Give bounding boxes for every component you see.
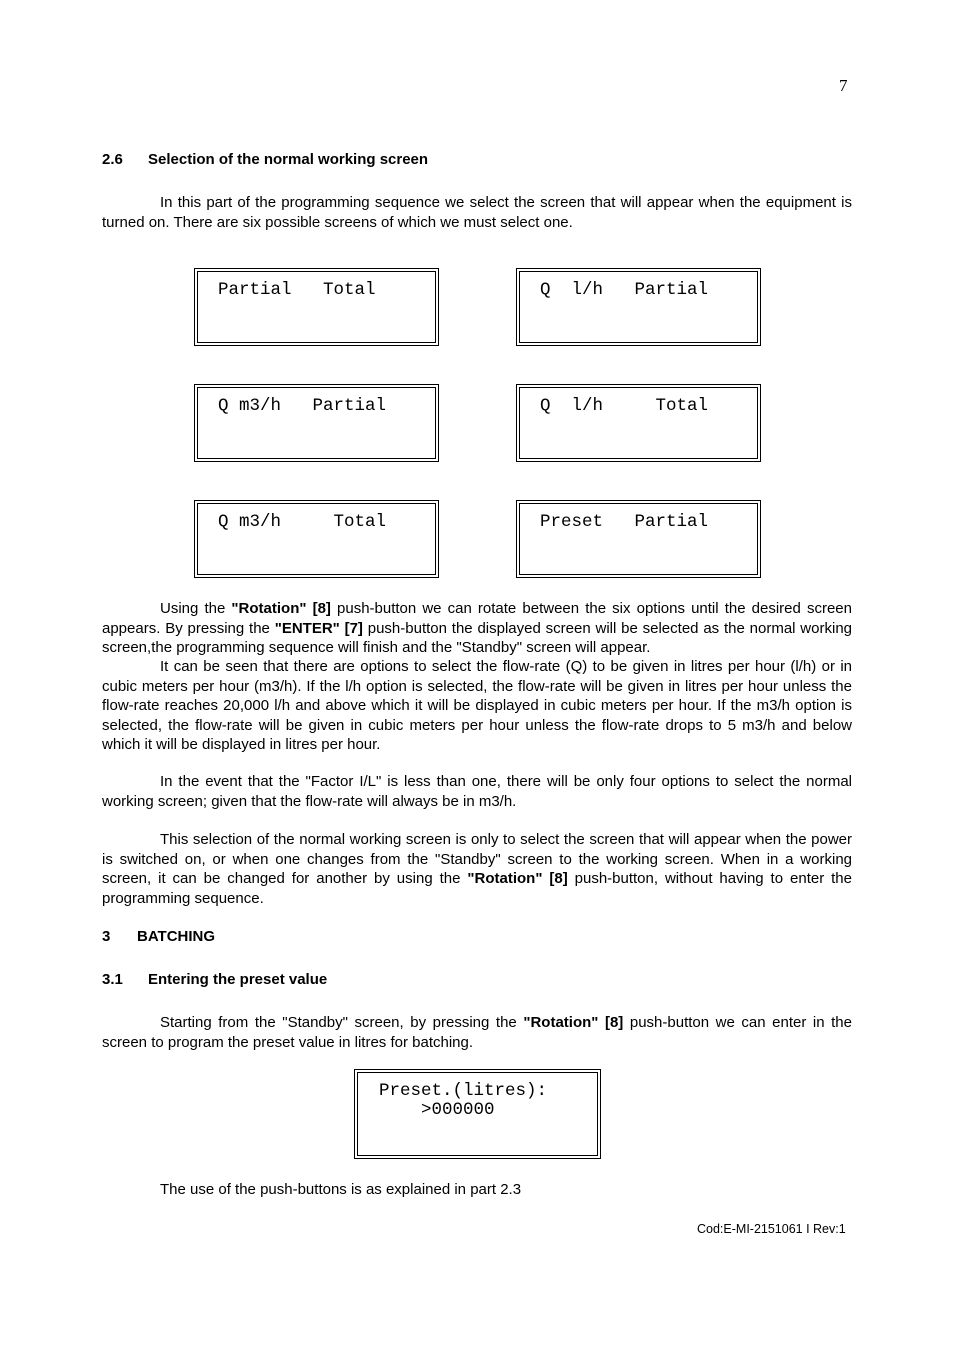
lcd-text: Q m3/h Total [218, 512, 387, 532]
lcd-text: Q m3/h Partial [218, 396, 387, 416]
lcd-screen-option [516, 500, 761, 578]
section-heading-3 [102, 928, 215, 945]
section-title: Selection of the normal working screen [148, 151, 429, 168]
lcd-text: Partial Total [218, 280, 376, 300]
rotation-paragraph: Using the "Rotation" [8] push-button we can rotate between the six options until the desired screen appears. By pressing the "ENTER" [7] push-button the displayed screen will be selected as the normal working screen,the programming sequence will finish and the "Standby" screen will appear. [102, 600, 852, 656]
lcd-text: Q l/h Partial [540, 280, 709, 300]
section-number: 2.6 [102, 151, 123, 168]
section-number: 3.1 [102, 971, 123, 988]
selection-paragraph: This selection of the normal working screen is only to select the screen that will appear when the power is switched on, or when one changes from the "Standby" screen to the working screen. When in a working screen, it can be changed for another by using the "Rotation" [8] push-button, without having to enter the programming sequence. [102, 831, 852, 907]
section-title: BATCHING [137, 928, 216, 945]
preset-paragraph: Starting from the "Standby" screen, by pressing the "Rotation" [8] push-button we can enter in the screen to program the preset value in litres for batching. [102, 1014, 852, 1051]
lcd-screen-option [194, 500, 439, 578]
intro-paragraph: In this part of the programming sequence we select the screen that will appear when the equipment is turned on. There are six possible screens of which we must select one. [102, 194, 852, 231]
lcd-screen-option [516, 268, 761, 346]
push-buttons-note: The use of the push-buttons is as explained in part 2.3 [160, 1181, 522, 1198]
section-heading-3-1 [102, 971, 327, 988]
lcd-text: Preset Partial [540, 512, 709, 532]
flowrate-paragraph: It can be seen that there are options to select the flow-rate (Q) to be given in litres per hour (l/h) or in cubic meters per hour (m3/h). If the l/h option is selected, the flow-rate will be given in litres per hour unless the flow-rate reaches 20,000 l/h and above which it will be displayed in cubic meters per hour. If the m3/h option is selected, the flow-rate will be given in cubic meters per hour unless the flow-rate drops to 5 m3/h and below which it will be displayed in litres per hour. [102, 658, 852, 753]
document-code-footer: Cod:E-MI-2151061 I Rev:1 [697, 1222, 846, 1236]
lcd-screen-option [516, 384, 761, 462]
lcd-text: Q l/h Total [540, 396, 709, 416]
preset-lcd-screen [354, 1069, 601, 1159]
page-number: 7 [839, 76, 848, 95]
section-heading-2-6 [102, 151, 428, 168]
lcd-screen-option [194, 268, 439, 346]
factor-paragraph: In the event that the "Factor I/L" is less than one, there will be only four options to select the normal working screen; given that the flow-rate will always be in m3/h. [102, 773, 852, 810]
section-number: 3 [102, 928, 111, 945]
preset-lcd-text: Preset.(litres): >000000 [379, 1081, 548, 1120]
lcd-screen-option [194, 384, 439, 462]
section-title: Entering the preset value [148, 971, 328, 988]
